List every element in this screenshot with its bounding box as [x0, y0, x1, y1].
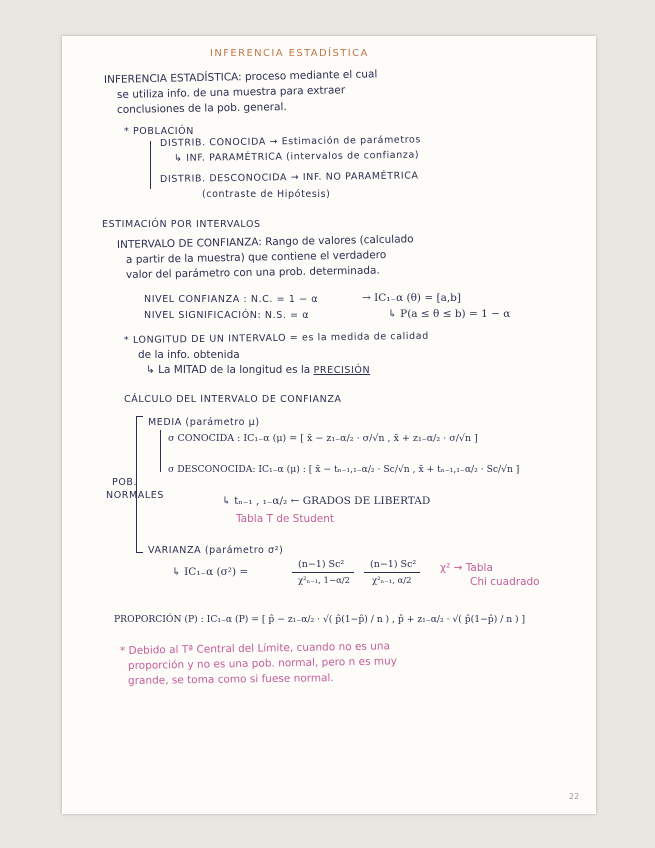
ic-line-2: a partir de la muestra) que contiene el verdadero	[125, 249, 387, 266]
ic-line-1: INTERVALO DE CONFIANZA: Rango de valores (calculado	[116, 233, 414, 251]
precision-prefix: ↳ La MITAD de la longitud es la	[146, 364, 311, 376]
estimacion-heading: ESTIMACIÓN POR INTERVALOS	[102, 219, 261, 230]
contraste-hipotesis: (contraste de Hipótesis)	[202, 189, 331, 200]
varianza-label: VARIANZA (parámetro σ²)	[148, 545, 284, 556]
notebook-page	[62, 36, 596, 814]
media-label: MEDIA (parámetro μ)	[148, 417, 260, 428]
intro-line-2: se utiliza info. de una muestra para extraer	[116, 84, 346, 101]
sigma-desconocida-formula: σ DESCONOCIDA: IC₁₋α (μ) : [ x̄ − tₙ₋₁,₁₋α/₂ · Sc/√n , x̄ + tₙ₋₁,₁₋α/₂ · Sc/√n ]	[168, 464, 520, 475]
inf-parametrica: ↳ INF. PARAMÉTRICA (intervalos de confianza)	[173, 149, 420, 164]
probability-definition: ↳ P(a ≤ θ ≤ b) = 1 − α	[388, 308, 511, 320]
chi-note: χ² → Tabla	[440, 562, 493, 574]
var-numerator-1: (n−1) Sc²	[298, 559, 345, 570]
intro-line-3: conclusiones de la pob. general.	[116, 101, 287, 116]
var-numerator-2: (n−1) Sc²	[370, 559, 417, 570]
page-number: 22	[569, 792, 580, 801]
proporcion-note-3: grande, se toma como si fuese normal.	[127, 672, 334, 687]
var-fraction-bar-2	[364, 572, 420, 573]
var-fraction-bar-1	[292, 572, 354, 573]
precision-word: PRECISIÓN	[313, 365, 371, 376]
pob-label-1: POB.	[112, 477, 138, 488]
proporcion-formula: PROPORCIÓN (P) : IC₁₋α (P) = [ p̂ − z₁₋α/₂ · √( p̂(1−p̂) / n ) , p̂ + z₁₋α/₂ · √( p̂(1−p̂) / n ) ]	[114, 614, 526, 625]
intro-line-1: INFERENCIA ESTADÍSTICA: proceso mediante el cual	[103, 68, 378, 86]
ic-definition: → IC₁₋α (θ) = [a,b]	[362, 292, 461, 304]
sigma-conocida-formula: σ CONOCIDA : IC₁₋α (μ) = [ x̄ − z₁₋α/₂ · σ/√n , x̄ + z₁₋α/₂ · σ/√n ]	[168, 433, 478, 444]
proporcion-note-2: proporción y no es una pob. normal, pero n es muy	[127, 655, 398, 672]
media-bracket	[160, 430, 161, 472]
poblacion-bracket	[150, 141, 151, 189]
distrib-conocida: DISTRIB. CONOCIDA → Estimación de parámetros	[159, 134, 422, 149]
var-denominator-2: χ²ₙ₋₁, α/2	[372, 576, 412, 586]
calculo-heading: CÁLCULO DEL INTERVALO DE CONFIANZA	[124, 394, 342, 405]
distrib-desconocida: DISTRIB. DESCONOCIDA → INF. NO PARAMÉTRICA	[159, 170, 419, 185]
grados-libertad: ↳ tₙ₋₁ , ₁₋α/₂ ← GRADOS DE LIBERTAD	[222, 495, 431, 507]
tabla-t-student: Tabla T de Student	[236, 513, 335, 525]
poblacion-label: * POBLACIÓN	[124, 126, 194, 137]
ic-varianza-prefix: ↳ IC₁₋α (σ²) =	[172, 566, 249, 578]
page-title: INFERENCIA ESTADÍSTICA	[210, 48, 369, 59]
longitud-line-2: de la info. obtenida	[138, 349, 240, 361]
longitud-line-1: * LONGITUD DE UN INTERVALO = es la medida de calidad	[123, 330, 429, 346]
pob-label-2: NORMALES	[106, 490, 165, 501]
nivel-confianza: NIVEL CONFIANZA : N.C. = 1 − α	[144, 294, 319, 305]
ic-line-3: valor del parámetro con una prob. determinada.	[125, 264, 380, 281]
precision-line	[146, 364, 370, 377]
var-denominator-1: χ²ₙ₋₁, 1−α/2	[298, 576, 351, 586]
chi-note-2: Chi cuadrado	[470, 576, 540, 588]
proporcion-note-1: * Debido al Tª Central del Límite, cuando no es una	[119, 640, 391, 657]
nivel-significacion: NIVEL SIGNIFICACIÓN: N.S. = α	[144, 310, 310, 321]
